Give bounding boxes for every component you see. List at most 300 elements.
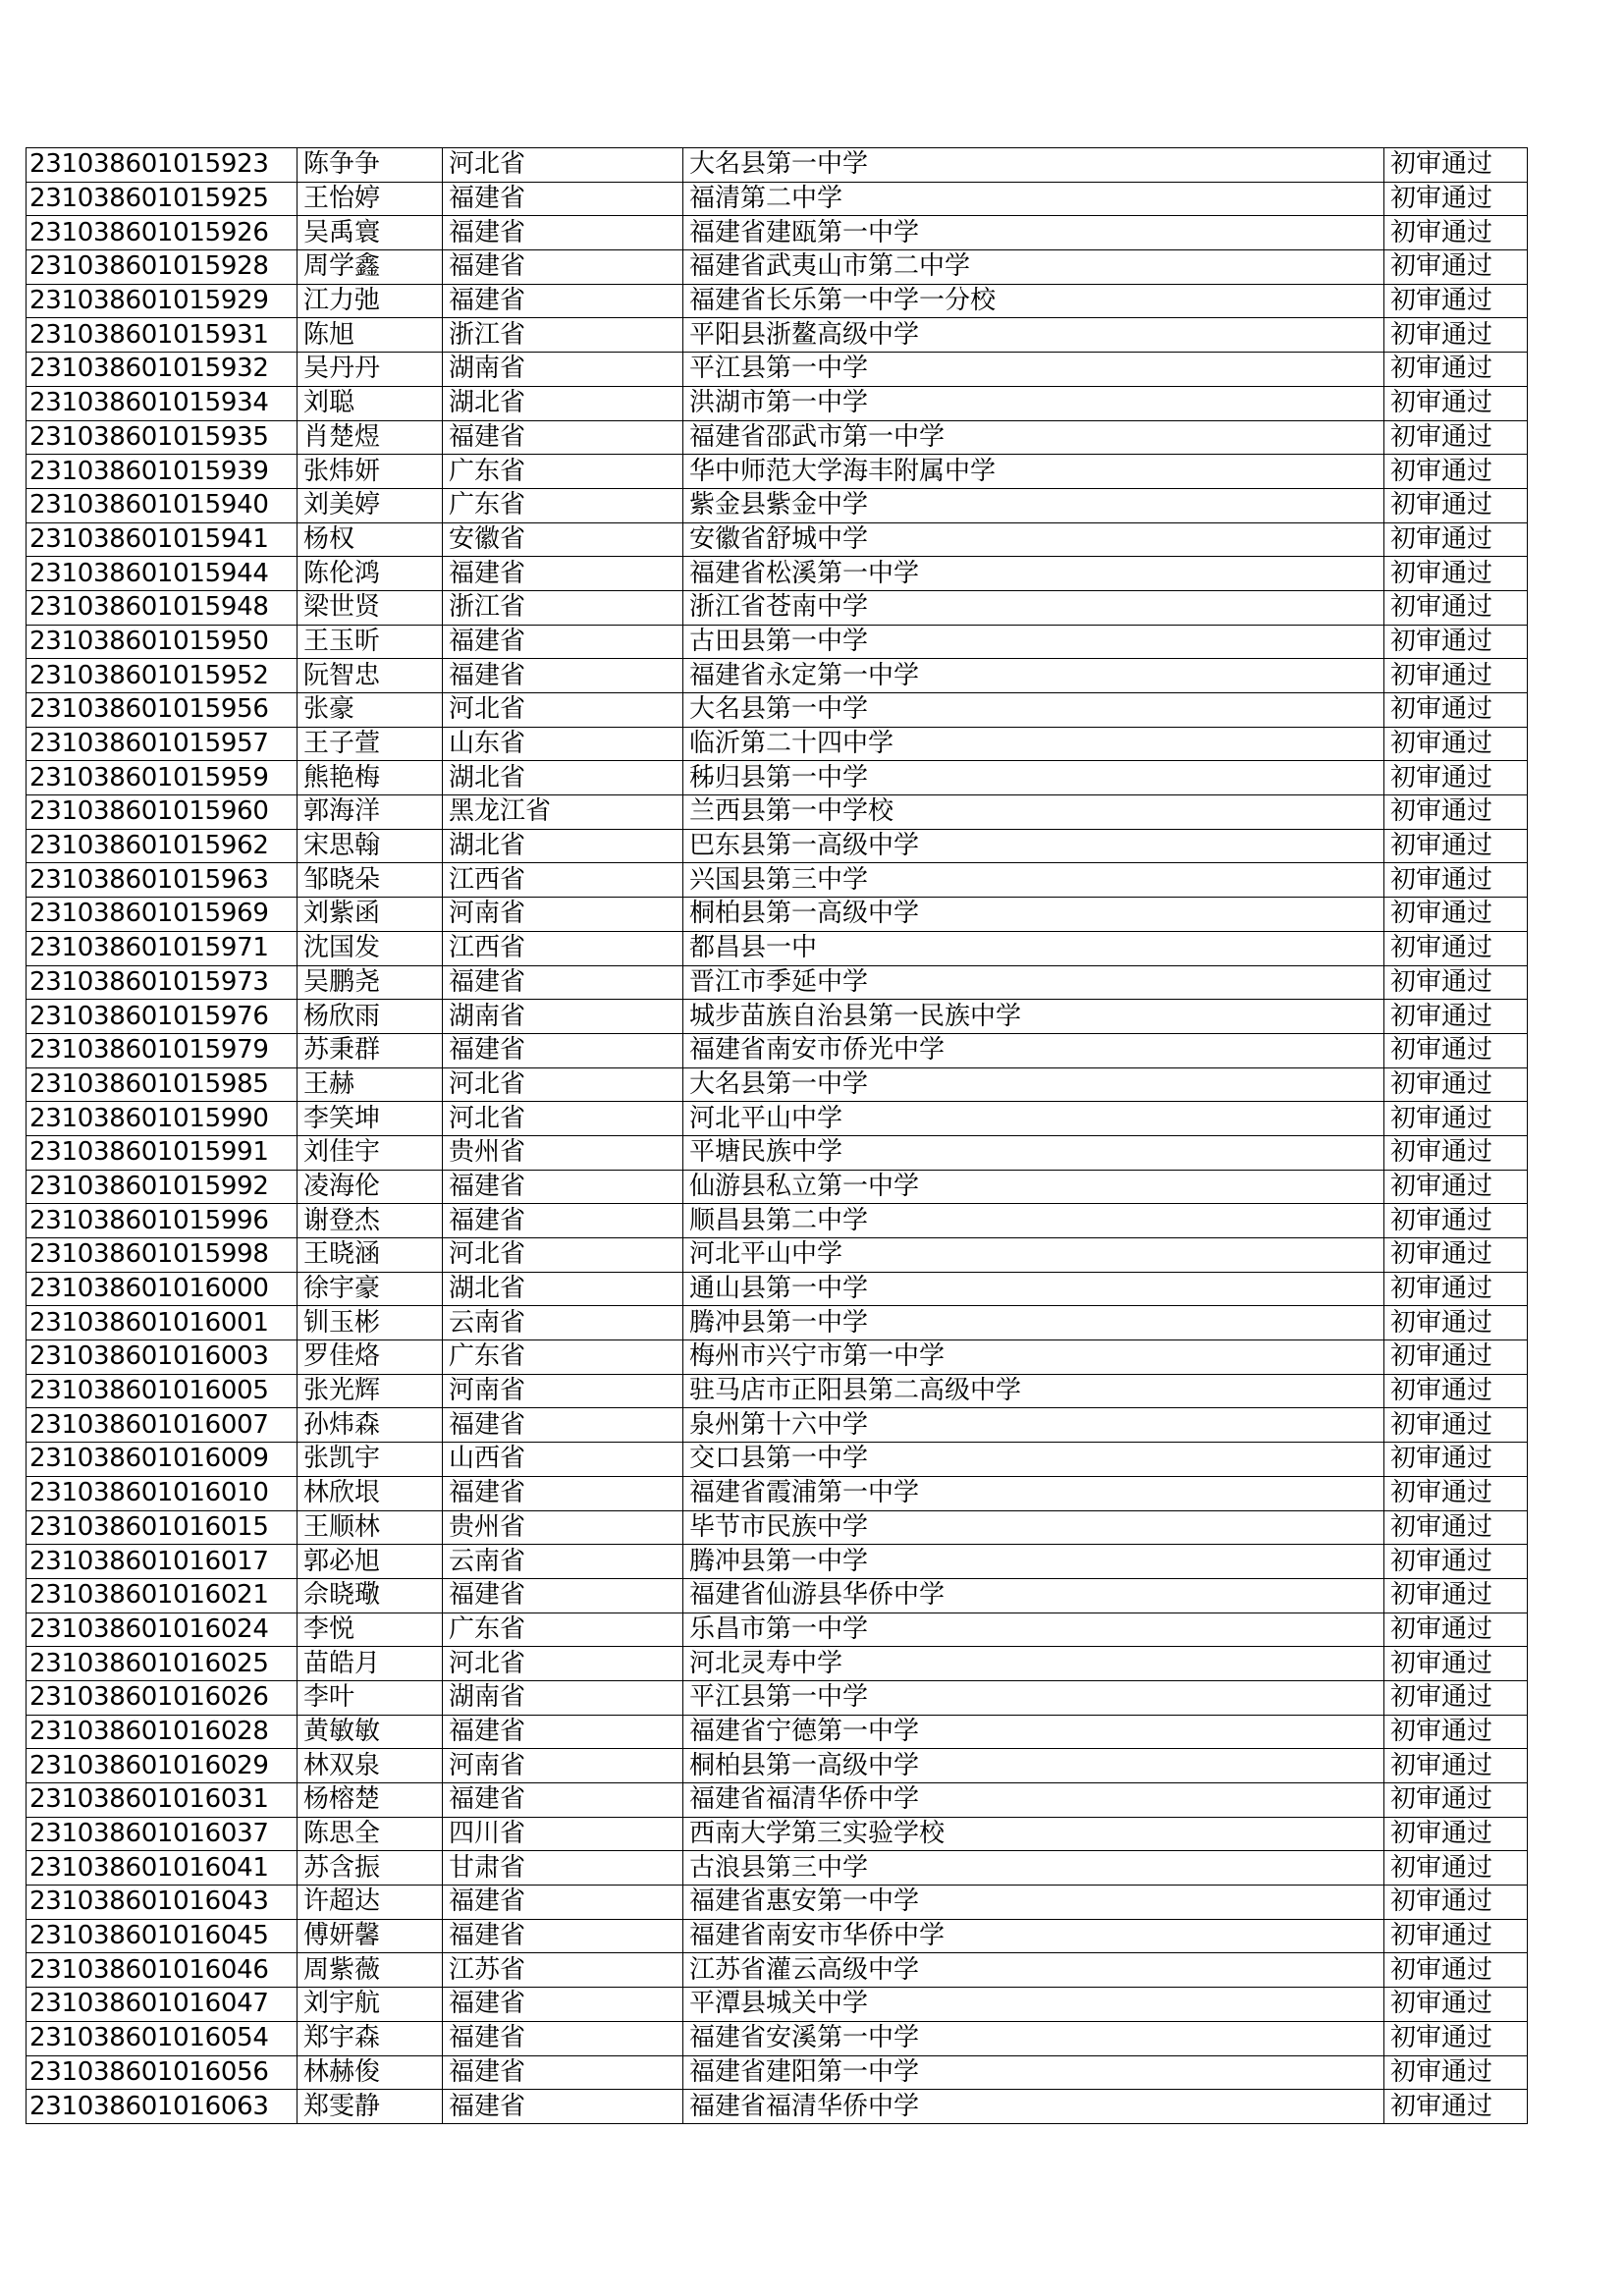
status-cell: 初审通过 [1384, 693, 1528, 728]
table-row [27, 1340, 1528, 1375]
table-row [27, 1783, 1528, 1818]
name-cell: 张炜妍 [298, 455, 443, 489]
candidate-id-cell: 231038601016017 [27, 1545, 298, 1579]
school-cell: 临沂第二十四中学 [683, 727, 1384, 761]
candidate-id-cell: 231038601016029 [27, 1749, 298, 1783]
name-cell: 许超达 [298, 1886, 443, 1920]
candidate-id-cell: 231038601015960 [27, 795, 298, 830]
province-cell: 河北省 [443, 148, 683, 183]
school-cell: 兴国县第三中学 [683, 863, 1384, 898]
school-cell: 福建省南安市华侨中学 [683, 1919, 1384, 1953]
name-cell: 陈旭 [298, 318, 443, 353]
province-cell: 福建省 [443, 1919, 683, 1953]
table-row [27, 1545, 1528, 1579]
name-cell: 刘佳宇 [298, 1135, 443, 1170]
table-row [27, 386, 1528, 420]
candidate-id-cell: 231038601016043 [27, 1886, 298, 1920]
name-cell: 杨权 [298, 522, 443, 557]
province-cell: 云南省 [443, 1545, 683, 1579]
school-cell: 晋江市季延中学 [683, 965, 1384, 1000]
name-cell: 黄敏敏 [298, 1715, 443, 1749]
province-cell: 福建省 [443, 1715, 683, 1749]
school-cell: 洪湖市第一中学 [683, 386, 1384, 420]
school-cell: 通山县第一中学 [683, 1272, 1384, 1306]
name-cell: 郑宇森 [298, 2021, 443, 2055]
table-row [27, 216, 1528, 250]
name-cell: 苏秉群 [298, 1033, 443, 1067]
table-row [27, 1476, 1528, 1510]
school-cell: 都昌县一中 [683, 931, 1384, 965]
candidate-id-cell: 231038601015957 [27, 727, 298, 761]
name-cell: 苗皓月 [298, 1647, 443, 1681]
candidate-id-cell: 231038601015996 [27, 1204, 298, 1238]
province-cell: 湖南省 [443, 1000, 683, 1034]
name-cell: 孙炜森 [298, 1408, 443, 1443]
name-cell: 钏玉彬 [298, 1306, 443, 1340]
table-row [27, 353, 1528, 387]
status-cell: 初审通过 [1384, 1067, 1528, 1102]
table-row [27, 284, 1528, 318]
status-cell: 初审通过 [1384, 829, 1528, 863]
candidate-id-cell: 231038601016005 [27, 1374, 298, 1408]
status-cell: 初审通过 [1384, 557, 1528, 591]
status-cell: 初审通过 [1384, 455, 1528, 489]
candidate-id-cell: 231038601016045 [27, 1919, 298, 1953]
status-cell: 初审通过 [1384, 2090, 1528, 2124]
name-cell: 郭海洋 [298, 795, 443, 830]
name-cell: 吴鹏尧 [298, 965, 443, 1000]
province-cell: 江苏省 [443, 1953, 683, 1988]
status-cell: 初审通过 [1384, 1204, 1528, 1238]
province-cell: 云南省 [443, 1306, 683, 1340]
name-cell: 王顺林 [298, 1510, 443, 1545]
name-cell: 邹晓朵 [298, 863, 443, 898]
table-row [27, 1510, 1528, 1545]
status-cell: 初审通过 [1384, 863, 1528, 898]
status-cell: 初审通过 [1384, 1272, 1528, 1306]
candidate-id-cell: 231038601015990 [27, 1102, 298, 1136]
province-cell: 四川省 [443, 1817, 683, 1851]
candidate-id-cell: 231038601016063 [27, 2090, 298, 2124]
status-cell: 初审通过 [1384, 625, 1528, 659]
candidate-id-cell: 231038601016007 [27, 1408, 298, 1443]
province-cell: 安徽省 [443, 522, 683, 557]
candidate-id-cell: 231038601016056 [27, 2055, 298, 2090]
province-cell: 江西省 [443, 931, 683, 965]
name-cell: 杨欣雨 [298, 1000, 443, 1034]
candidate-id-cell: 231038601015931 [27, 318, 298, 353]
school-cell: 福建省仙游县华侨中学 [683, 1578, 1384, 1613]
status-cell: 初审通过 [1384, 182, 1528, 216]
school-cell: 福建省福清华侨中学 [683, 2090, 1384, 2124]
candidate-id-cell: 231038601015923 [27, 148, 298, 183]
status-cell: 初审通过 [1384, 1510, 1528, 1545]
province-cell: 山西省 [443, 1443, 683, 1477]
province-cell: 福建省 [443, 1170, 683, 1204]
province-cell: 湖南省 [443, 353, 683, 387]
name-cell: 王怡婷 [298, 182, 443, 216]
school-cell: 福建省南安市侨光中学 [683, 1033, 1384, 1067]
province-cell: 福建省 [443, 1886, 683, 1920]
status-cell: 初审通过 [1384, 1340, 1528, 1375]
school-cell: 泉州第十六中学 [683, 1408, 1384, 1443]
table-row [27, 1135, 1528, 1170]
status-cell: 初审通过 [1384, 420, 1528, 455]
table-row [27, 1170, 1528, 1204]
table-row [27, 625, 1528, 659]
school-cell: 兰西县第一中学校 [683, 795, 1384, 830]
name-cell: 苏含振 [298, 1851, 443, 1886]
school-cell: 河北平山中学 [683, 1102, 1384, 1136]
name-cell: 江力弛 [298, 284, 443, 318]
table-row [27, 761, 1528, 795]
table-row [27, 1817, 1528, 1851]
table-row [27, 727, 1528, 761]
status-cell: 初审通过 [1384, 1374, 1528, 1408]
name-cell: 陈争争 [298, 148, 443, 183]
name-cell: 吴丹丹 [298, 353, 443, 387]
name-cell: 王玉昕 [298, 625, 443, 659]
candidate-id-cell: 231038601015926 [27, 216, 298, 250]
table-row [27, 1238, 1528, 1273]
table-row [27, 557, 1528, 591]
name-cell: 陈伦鸿 [298, 557, 443, 591]
status-cell: 初审通过 [1384, 1749, 1528, 1783]
candidate-id-cell: 231038601016021 [27, 1578, 298, 1613]
candidate-id-cell: 231038601015962 [27, 829, 298, 863]
name-cell: 张豪 [298, 693, 443, 728]
candidate-id-cell: 231038601015971 [27, 931, 298, 965]
school-cell: 大名县第一中学 [683, 148, 1384, 183]
candidate-id-cell: 231038601015963 [27, 863, 298, 898]
status-cell: 初审通过 [1384, 931, 1528, 965]
status-cell: 初审通过 [1384, 1647, 1528, 1681]
name-cell: 张凯宇 [298, 1443, 443, 1477]
school-cell: 桐柏县第一高级中学 [683, 1749, 1384, 1783]
school-cell: 大名县第一中学 [683, 693, 1384, 728]
school-cell: 福建省长乐第一中学一分校 [683, 284, 1384, 318]
candidate-id-cell: 231038601015959 [27, 761, 298, 795]
school-cell: 河北平山中学 [683, 1238, 1384, 1273]
status-cell: 初审通过 [1384, 1578, 1528, 1613]
status-cell: 初审通过 [1384, 1953, 1528, 1988]
status-cell: 初审通过 [1384, 898, 1528, 932]
name-cell: 王赫 [298, 1067, 443, 1102]
status-cell: 初审通过 [1384, 2055, 1528, 2090]
name-cell: 张光辉 [298, 1374, 443, 1408]
school-cell: 平潭县城关中学 [683, 1988, 1384, 2022]
school-cell: 福建省武夷山市第二中学 [683, 250, 1384, 285]
status-cell: 初审通过 [1384, 1102, 1528, 1136]
province-cell: 湖北省 [443, 829, 683, 863]
name-cell: 周学鑫 [298, 250, 443, 285]
candidate-id-cell: 231038601015944 [27, 557, 298, 591]
name-cell: 罗佳烙 [298, 1340, 443, 1375]
school-cell: 河北灵寿中学 [683, 1647, 1384, 1681]
status-cell: 初审通过 [1384, 318, 1528, 353]
table-row [27, 1613, 1528, 1647]
candidate-id-cell: 231038601016026 [27, 1680, 298, 1715]
table-row [27, 1204, 1528, 1238]
candidate-id-cell: 231038601015969 [27, 898, 298, 932]
name-cell: 宋思翰 [298, 829, 443, 863]
province-cell: 甘肃省 [443, 1851, 683, 1886]
table-row [27, 1919, 1528, 1953]
candidate-id-cell: 231038601015940 [27, 488, 298, 522]
status-cell: 初审通过 [1384, 1919, 1528, 1953]
province-cell: 广东省 [443, 455, 683, 489]
province-cell: 广东省 [443, 1340, 683, 1375]
province-cell: 河北省 [443, 1067, 683, 1102]
table-body [27, 148, 1528, 2124]
candidate-id-cell: 231038601016009 [27, 1443, 298, 1477]
candidate-id-cell: 231038601016041 [27, 1851, 298, 1886]
table-row [27, 420, 1528, 455]
province-cell: 湖南省 [443, 1680, 683, 1715]
province-cell: 江西省 [443, 863, 683, 898]
school-cell: 交口县第一中学 [683, 1443, 1384, 1477]
school-cell: 驻马店市正阳县第二高级中学 [683, 1374, 1384, 1408]
table-row [27, 2090, 1528, 2124]
province-cell: 福建省 [443, 1578, 683, 1613]
name-cell: 梁世贤 [298, 590, 443, 625]
name-cell: 王子萱 [298, 727, 443, 761]
table-row [27, 1443, 1528, 1477]
candidate-id-cell: 231038601015998 [27, 1238, 298, 1273]
status-cell: 初审通过 [1384, 1238, 1528, 1273]
table-row [27, 829, 1528, 863]
status-cell: 初审通过 [1384, 1170, 1528, 1204]
status-cell: 初审通过 [1384, 761, 1528, 795]
status-cell: 初审通过 [1384, 216, 1528, 250]
candidate-id-cell: 231038601015939 [27, 455, 298, 489]
status-cell: 初审通过 [1384, 488, 1528, 522]
status-cell: 初审通过 [1384, 284, 1528, 318]
table-row [27, 863, 1528, 898]
candidate-id-cell: 231038601015932 [27, 353, 298, 387]
province-cell: 福建省 [443, 659, 683, 693]
name-cell: 刘紫函 [298, 898, 443, 932]
table-row [27, 1000, 1528, 1034]
candidate-id-cell: 231038601016031 [27, 1783, 298, 1818]
name-cell: 林欣垠 [298, 1476, 443, 1510]
province-cell: 福建省 [443, 557, 683, 591]
province-cell: 河南省 [443, 1749, 683, 1783]
candidate-id-cell: 231038601016003 [27, 1340, 298, 1375]
table-row [27, 1272, 1528, 1306]
school-cell: 仙游县私立第一中学 [683, 1170, 1384, 1204]
province-cell: 河北省 [443, 1647, 683, 1681]
table-row [27, 2055, 1528, 2090]
candidate-id-cell: 231038601015950 [27, 625, 298, 659]
school-cell: 平江县第一中学 [683, 353, 1384, 387]
name-cell: 李笑坤 [298, 1102, 443, 1136]
name-cell: 李悦 [298, 1613, 443, 1647]
status-cell: 初审通过 [1384, 1715, 1528, 1749]
name-cell: 沈国发 [298, 931, 443, 965]
table-row [27, 1033, 1528, 1067]
school-cell: 腾冲县第一中学 [683, 1306, 1384, 1340]
table-row [27, 250, 1528, 285]
name-cell: 周紫薇 [298, 1953, 443, 1988]
school-cell: 福建省松溪第一中学 [683, 557, 1384, 591]
table-row [27, 1886, 1528, 1920]
candidate-id-cell: 231038601015928 [27, 250, 298, 285]
candidate-id-cell: 231038601015935 [27, 420, 298, 455]
candidate-id-cell: 231038601015992 [27, 1170, 298, 1204]
status-cell: 初审通过 [1384, 659, 1528, 693]
candidate-id-cell: 231038601016054 [27, 2021, 298, 2055]
school-cell: 福建省安溪第一中学 [683, 2021, 1384, 2055]
table-row [27, 1715, 1528, 1749]
table-row [27, 693, 1528, 728]
province-cell: 河北省 [443, 693, 683, 728]
candidate-id-cell: 231038601016037 [27, 1817, 298, 1851]
province-cell: 福建省 [443, 1988, 683, 2022]
province-cell: 河北省 [443, 1238, 683, 1273]
table-row [27, 318, 1528, 353]
province-cell: 福建省 [443, 2055, 683, 2090]
status-cell: 初审通过 [1384, 250, 1528, 285]
candidate-id-cell: 231038601016024 [27, 1613, 298, 1647]
candidate-id-cell: 231038601016028 [27, 1715, 298, 1749]
province-cell: 广东省 [443, 1613, 683, 1647]
province-cell: 福建省 [443, 182, 683, 216]
name-cell: 刘聪 [298, 386, 443, 420]
status-cell: 初审通过 [1384, 1476, 1528, 1510]
status-cell: 初审通过 [1384, 1988, 1528, 2022]
table-row [27, 590, 1528, 625]
status-cell: 初审通过 [1384, 353, 1528, 387]
school-cell: 古田县第一中学 [683, 625, 1384, 659]
candidate-table [26, 147, 1528, 2124]
candidate-id-cell: 231038601016015 [27, 1510, 298, 1545]
province-cell: 广东省 [443, 488, 683, 522]
school-cell: 福建省建瓯第一中学 [683, 216, 1384, 250]
status-cell: 初审通过 [1384, 1443, 1528, 1477]
status-cell: 初审通过 [1384, 148, 1528, 183]
school-cell: 紫金县紫金中学 [683, 488, 1384, 522]
name-cell: 佘晓璥 [298, 1578, 443, 1613]
candidate-id-cell: 231038601015941 [27, 522, 298, 557]
name-cell: 王晓涵 [298, 1238, 443, 1273]
school-cell: 毕节市民族中学 [683, 1510, 1384, 1545]
candidate-id-cell: 231038601015952 [27, 659, 298, 693]
province-cell: 福建省 [443, 625, 683, 659]
status-cell: 初审通过 [1384, 1408, 1528, 1443]
table-row [27, 1988, 1528, 2022]
school-cell: 华中师范大学海丰附属中学 [683, 455, 1384, 489]
province-cell: 山东省 [443, 727, 683, 761]
table-row [27, 522, 1528, 557]
school-cell: 福建省霞浦第一中学 [683, 1476, 1384, 1510]
name-cell: 郭必旭 [298, 1545, 443, 1579]
table-row [27, 1102, 1528, 1136]
candidate-id-cell: 231038601015929 [27, 284, 298, 318]
candidate-id-cell: 231038601015956 [27, 693, 298, 728]
province-cell: 福建省 [443, 250, 683, 285]
province-cell: 浙江省 [443, 318, 683, 353]
school-cell: 大名县第一中学 [683, 1067, 1384, 1102]
province-cell: 福建省 [443, 1033, 683, 1067]
status-cell: 初审通过 [1384, 1033, 1528, 1067]
name-cell: 李叶 [298, 1680, 443, 1715]
school-cell: 福建省建阳第一中学 [683, 2055, 1384, 2090]
candidate-id-cell: 231038601015985 [27, 1067, 298, 1102]
candidate-id-cell: 231038601015973 [27, 965, 298, 1000]
table-row [27, 1578, 1528, 1613]
candidate-id-cell: 231038601015925 [27, 182, 298, 216]
school-cell: 江苏省灌云高级中学 [683, 1953, 1384, 1988]
school-cell: 福清第二中学 [683, 182, 1384, 216]
name-cell: 吴禹寰 [298, 216, 443, 250]
province-cell: 福建省 [443, 965, 683, 1000]
table-row [27, 1749, 1528, 1783]
status-cell: 初审通过 [1384, 1783, 1528, 1818]
school-cell: 梅州市兴宁市第一中学 [683, 1340, 1384, 1375]
table-row [27, 965, 1528, 1000]
province-cell: 湖北省 [443, 1272, 683, 1306]
province-cell: 河北省 [443, 1102, 683, 1136]
province-cell: 贵州省 [443, 1135, 683, 1170]
status-cell: 初审通过 [1384, 1135, 1528, 1170]
status-cell: 初审通过 [1384, 1545, 1528, 1579]
name-cell: 林赫俊 [298, 2055, 443, 2090]
candidate-id-cell: 231038601015934 [27, 386, 298, 420]
province-cell: 福建省 [443, 420, 683, 455]
candidate-id-cell: 231038601015976 [27, 1000, 298, 1034]
province-cell: 福建省 [443, 1783, 683, 1818]
school-cell: 福建省邵武市第一中学 [683, 420, 1384, 455]
name-cell: 林双泉 [298, 1749, 443, 1783]
table-row [27, 488, 1528, 522]
status-cell: 初审通过 [1384, 386, 1528, 420]
candidate-id-cell: 231038601016047 [27, 1988, 298, 2022]
province-cell: 河南省 [443, 898, 683, 932]
name-cell: 郑雯静 [298, 2090, 443, 2124]
table-row [27, 1374, 1528, 1408]
province-cell: 贵州省 [443, 1510, 683, 1545]
table-row [27, 931, 1528, 965]
school-cell: 福建省宁德第一中学 [683, 1715, 1384, 1749]
school-cell: 福建省永定第一中学 [683, 659, 1384, 693]
table-row [27, 1647, 1528, 1681]
province-cell: 福建省 [443, 2090, 683, 2124]
status-cell: 初审通过 [1384, 590, 1528, 625]
status-cell: 初审通过 [1384, 522, 1528, 557]
candidate-id-cell: 231038601015979 [27, 1033, 298, 1067]
table-row [27, 1953, 1528, 1988]
name-cell: 徐宇豪 [298, 1272, 443, 1306]
school-cell: 巴东县第一高级中学 [683, 829, 1384, 863]
candidate-id-cell: 231038601016046 [27, 1953, 298, 1988]
table-row [27, 898, 1528, 932]
school-cell: 秭归县第一中学 [683, 761, 1384, 795]
table-row [27, 795, 1528, 830]
province-cell: 福建省 [443, 2021, 683, 2055]
school-cell: 福建省福清华侨中学 [683, 1783, 1384, 1818]
status-cell: 初审通过 [1384, 1680, 1528, 1715]
name-cell: 杨榕楚 [298, 1783, 443, 1818]
school-cell: 安徽省舒城中学 [683, 522, 1384, 557]
name-cell: 陈思全 [298, 1817, 443, 1851]
school-cell: 乐昌市第一中学 [683, 1613, 1384, 1647]
school-cell: 平江县第一中学 [683, 1680, 1384, 1715]
school-cell: 浙江省苍南中学 [683, 590, 1384, 625]
school-cell: 城步苗族自治县第一民族中学 [683, 1000, 1384, 1034]
province-cell: 浙江省 [443, 590, 683, 625]
table-row [27, 2021, 1528, 2055]
